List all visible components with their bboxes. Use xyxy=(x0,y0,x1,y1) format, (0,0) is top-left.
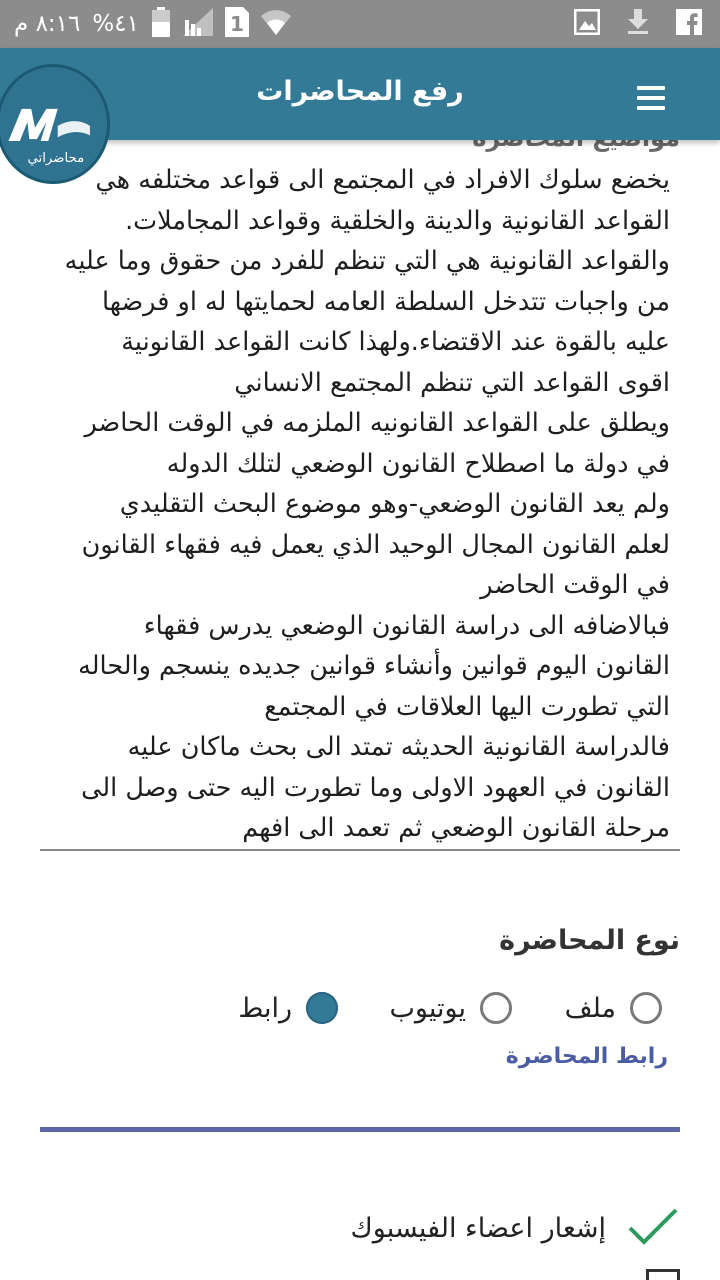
radio-link[interactable] xyxy=(238,988,338,1028)
notify-facebook-checkbox-row[interactable] xyxy=(351,1204,681,1252)
download-icon xyxy=(626,9,650,39)
sim-icon xyxy=(225,7,249,41)
radio-label: رابط xyxy=(238,992,292,1024)
logo-text: محاضراتي xyxy=(27,150,85,166)
radio-circle-selected[interactable] xyxy=(306,992,338,1024)
textarea-underline xyxy=(40,849,680,851)
page-title: رفع المحاضرات xyxy=(256,76,464,107)
wifi-icon xyxy=(261,8,291,40)
lecture-type-radio-group xyxy=(0,988,720,1028)
radio-label: ملف xyxy=(564,992,616,1024)
radio-file[interactable] xyxy=(565,988,662,1028)
status-time: ٨:١٦ م xyxy=(14,11,81,37)
checkbox-icon[interactable] xyxy=(646,1269,680,1280)
status-right xyxy=(574,8,702,40)
status-bar xyxy=(0,0,720,48)
radio-youtube[interactable] xyxy=(390,988,513,1028)
radio-circle[interactable] xyxy=(630,992,662,1024)
battery-percent: %٤١ xyxy=(92,11,139,37)
notify-facebook-label: إشعار اعضاء الفيسبوك xyxy=(350,1212,606,1244)
svg-text:1: 1 xyxy=(229,12,244,36)
gallery-icon xyxy=(574,9,600,39)
second-checkbox-row[interactable] xyxy=(646,1262,680,1280)
checkmark-icon[interactable] xyxy=(626,1206,680,1250)
signal-icon xyxy=(183,8,213,40)
radio-circle[interactable] xyxy=(480,992,512,1024)
hamburger-menu-icon[interactable] xyxy=(637,86,665,110)
facebook-icon xyxy=(676,9,702,39)
app-logo xyxy=(0,64,110,184)
battery-icon xyxy=(151,7,171,41)
lecture-link-input-underline[interactable] xyxy=(40,1127,680,1132)
lecture-type-label: نوع المحاضرة xyxy=(499,925,680,956)
lecture-link-label: رابط المحاضرة xyxy=(505,1044,668,1069)
topic-textarea[interactable]: يخضع سلوك الافراد في المجتمع الى قواعد مختلفه هي القواعد القانونية والدينة والخلقية وقواعد المجاملات. والقواعد القانونية هي التي تنظم للفرد من حقوق وما عليه من واجبات تتدخل السلطة العامه لحمايتها له او فرضها عليه بالقوة عند الاقتضاء.ولهذا كانت القواعد القانونية اقوى القواعد التي تنظم المجتمع الانساني ويطلق على القواعد القانونيه الملزمه في الوقت الحاضر في دولة ما اصطلاح القانون الوضعي لتلك الدوله ولم يعد القانون الوضعي-وهو موضوع البحث التقليدي لعلم القانون المجال الوحيد الذي يعمل فيه فقهاء القانون في الوقت الحاضر فبالاضافه الى دراسة القانون الوضعي يدرس فقهاء القانون اليوم قوانين وأنشاء قوانين جديده ينسجم والحاله التي تطورت اليها العلاقات في المجتمع فالدراسة القانونية الحديثه تمتد الى بحث ماكان عليه القانون في العهود الاولى وما تطورت اليه حتى وصل الى مرحلة القانون الوضعي ثم تعمد الى افهم xyxy=(64,165,670,843)
status-left xyxy=(14,8,291,40)
radio-label: يوتيوب xyxy=(389,992,466,1024)
